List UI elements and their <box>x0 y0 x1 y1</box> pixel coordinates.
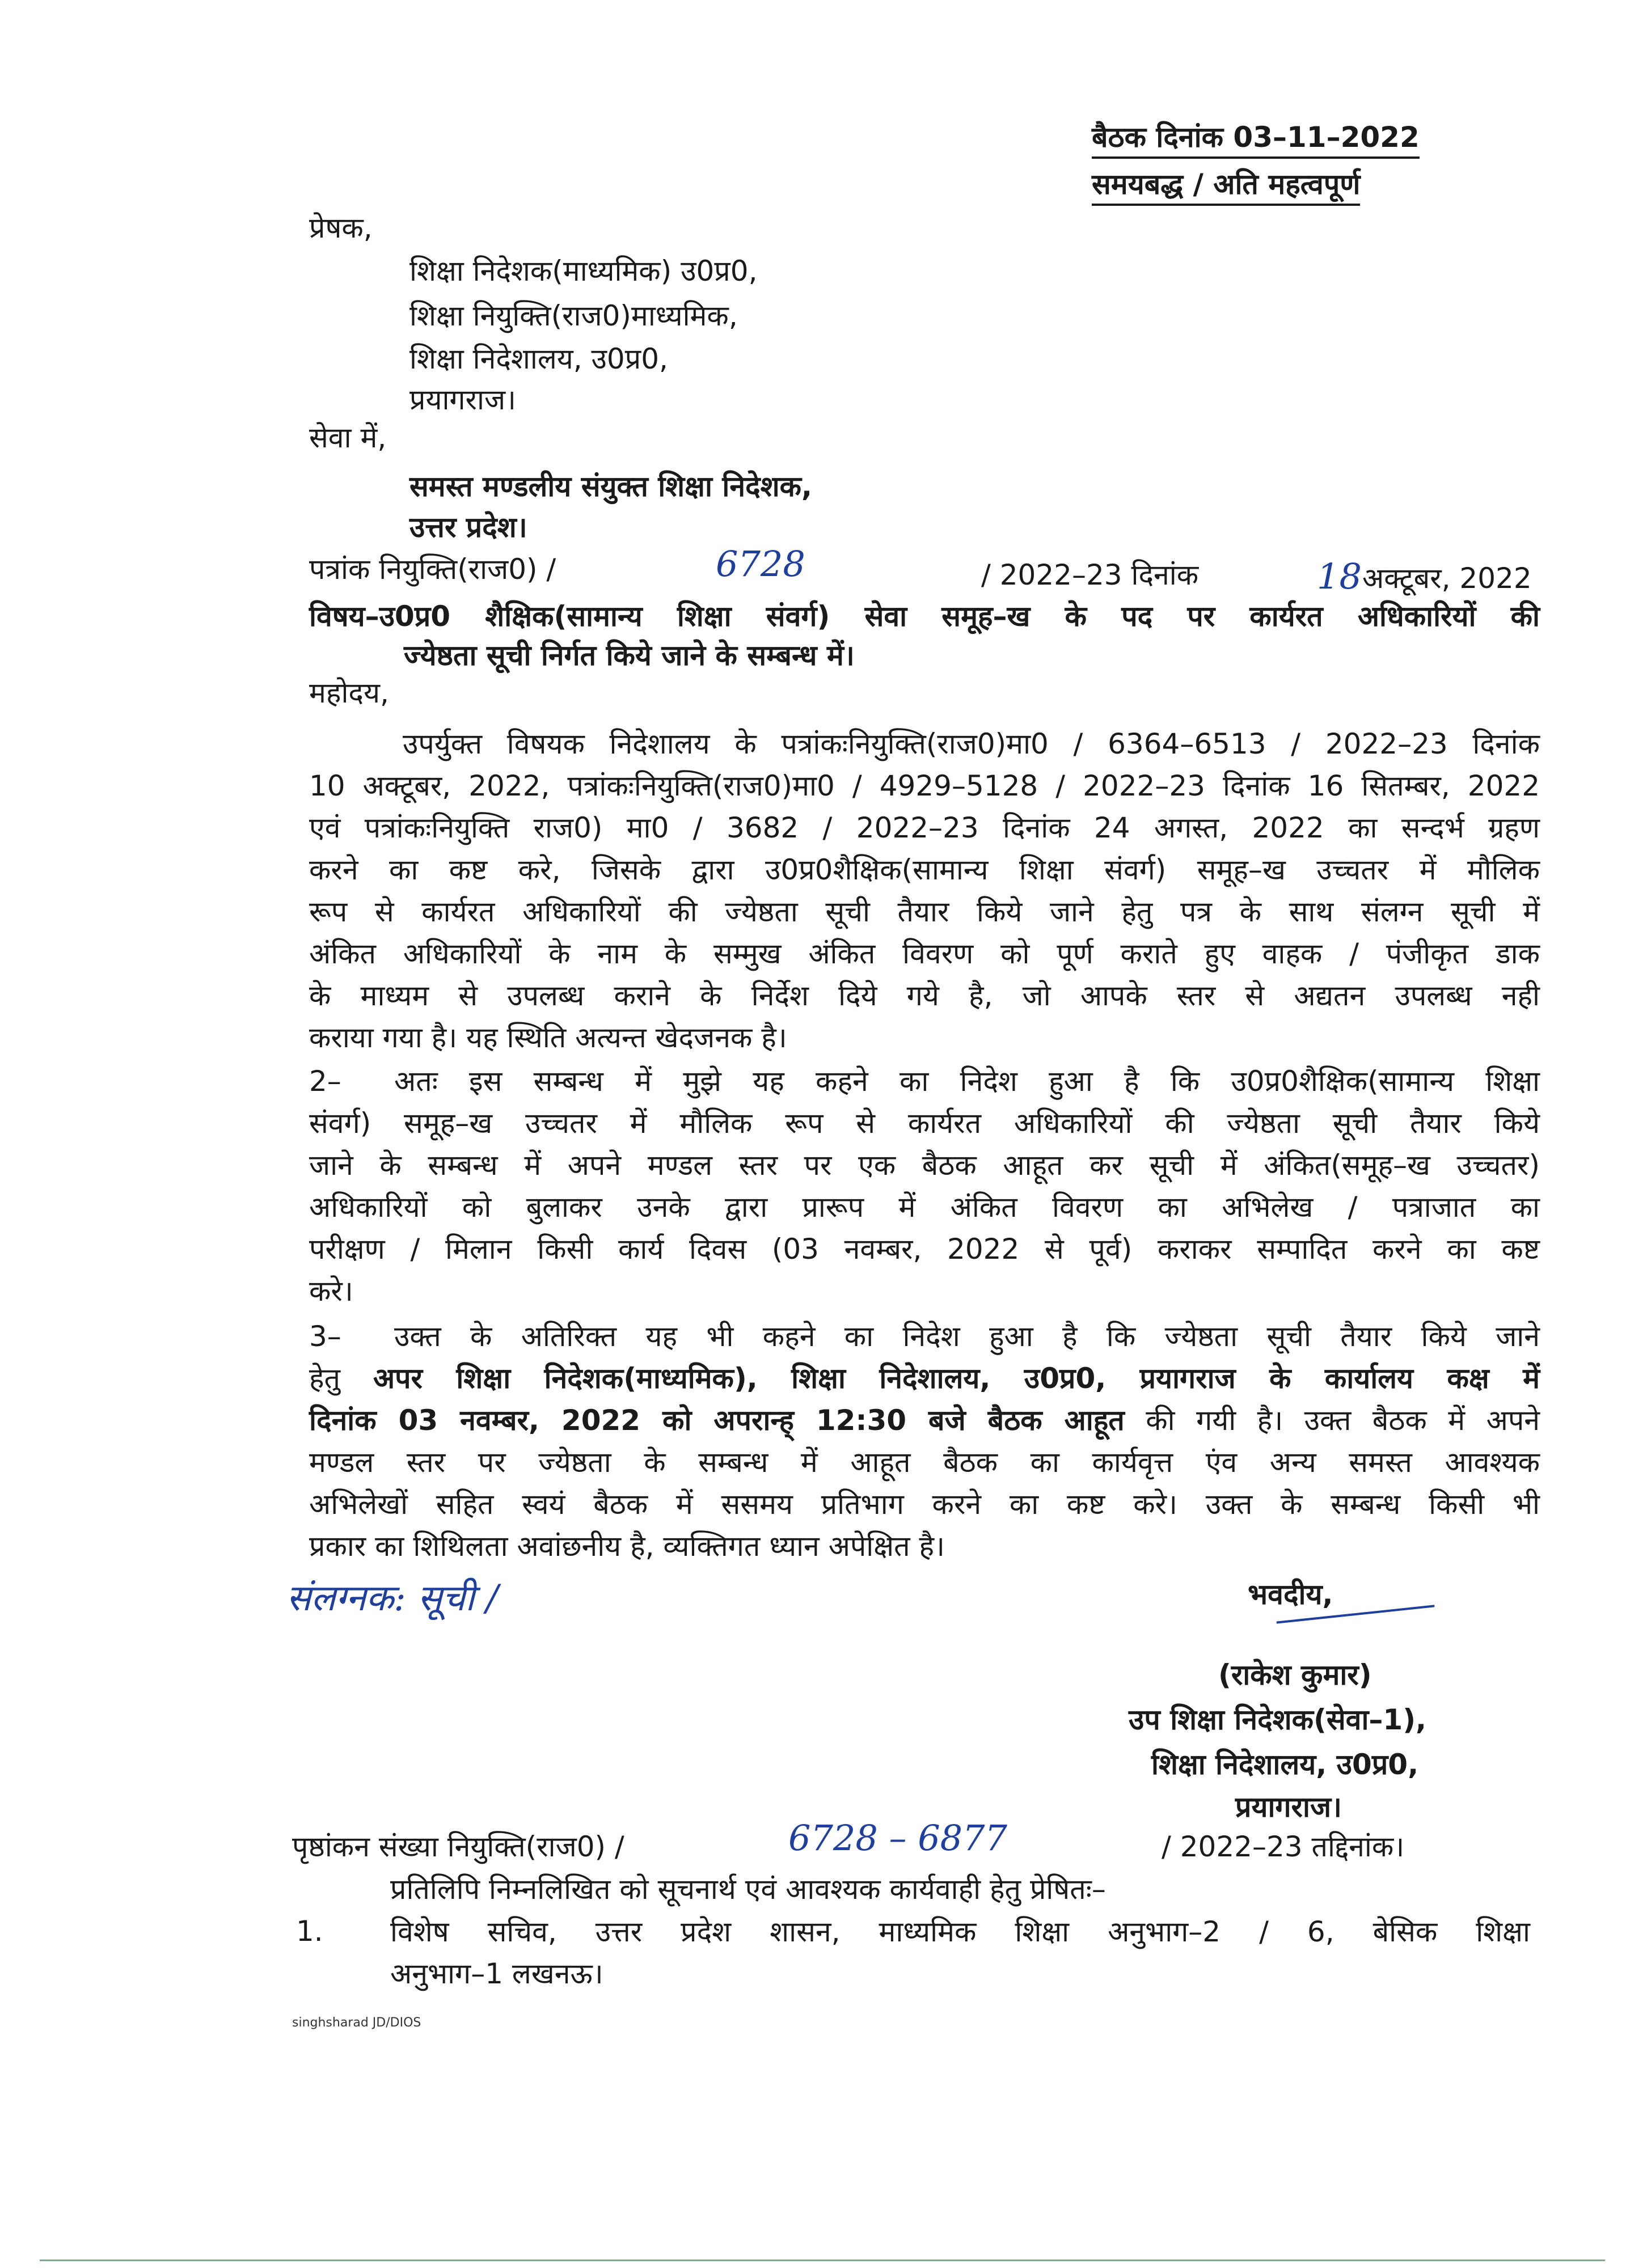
reference-prefix: पत्रांक नियुक्ति(राज0) / <box>309 553 556 586</box>
para-line: एवं पत्रांकःनियुक्ति राज0) मा0 / 3682 / 2022–23 दिनांक 24 अगस्त, 2022 का सन्दर्भ ग्रहण <box>309 811 1540 844</box>
subject-line: विषय–उ0प्र0 शैक्षिक(सामान्य शिक्षा संवर्ग) सेवा समूह–ख के पद पर कार्यरत अधिकारियों की <box>309 600 1540 633</box>
recipient-line: उत्तर प्रदेश। <box>409 511 527 544</box>
para-number: 3– <box>309 1320 341 1353</box>
para-line: संवर्ग) समूह–ख उच्चतर में मौलिक रूप से कार्यरत अधिकारियों की ज्येष्ठता सूची तैयार किये <box>309 1107 1540 1140</box>
signatory-designation: उप शिक्षा निदेशक(सेवा–1), <box>1129 1703 1427 1736</box>
para-line: अधिकारियों को बुलाकर उनके द्वारा प्रारूप में अंकित विवरण का अभिलेख / पत्राजात का <box>309 1191 1540 1224</box>
paragraph-3 <box>309 1315 1540 1567</box>
sender-line: प्रयागराज। <box>409 383 516 416</box>
salutation: महोदय, <box>309 676 389 709</box>
sender-line: शिक्षा निदेशक(माध्यमिक) उ0प्र0, <box>409 255 758 287</box>
paragraph-1 <box>309 723 1540 1059</box>
footer-note: singhsharad JD/DIOS <box>292 2016 421 2030</box>
signatory-office: शिक्षा निदेशालय, उ0प्र0, <box>1151 1748 1419 1781</box>
copy-item-line: विशेष सचिव, उत्तर प्रदेश शासन, माध्यमिक शिक्षा अनुभाग–2 / 6, बेसिक शिक्षा <box>390 1915 1530 1948</box>
endorsement-number: 6728 – 6877 <box>788 1817 1007 1859</box>
para-line: प्रकार का शिथिलता अवांछनीय है, व्यक्तिगत ध्यान अपेक्षित है। <box>309 1530 945 1563</box>
para-number: 2– <box>309 1065 341 1098</box>
reference-number: 6728 <box>716 543 805 585</box>
para-line: 2– अतः इस सम्बन्ध में मुझे यह कहने का निदेश हुआ है कि उ0प्र0शैक्षिक(सामान्य शिक्षा <box>309 1060 1540 1102</box>
para-line: 3– उक्त के अतिरिक्त यह भी कहने का निदेश हुआ है कि ज्येष्ठता सूची तैयार किये जाने <box>309 1315 1540 1357</box>
para-line: 10 अक्टूबर, 2022, पत्रांकःनियुक्ति(राज0)मा0 / 4929–5128 / 2022–23 दिनांक 16 सितम्बर, 2022 <box>309 769 1540 802</box>
subject-line: ज्येष्ठता सूची निर्गत किये जाने के सम्बन्ध में। <box>404 639 855 672</box>
reference-date: अक्टूबर, 2022 <box>1362 562 1532 595</box>
para-line: अंकित अधिकारियों के नाम के सम्मुख अंकित विवरण को पूर्ण कराते हुए वाहक / पंजीकृत डाक <box>309 937 1540 970</box>
para-line: करने का कष्ट करे, जिसके द्वारा उ0प्र0शैक्षिक(सामान्य शिक्षा संवर्ग) समूह–ख उच्चतर में मौलिक <box>309 853 1540 886</box>
copy-item-line: अनुभाग–1 लखनऊ। <box>390 1957 603 1990</box>
recipient-label: सेवा में, <box>309 421 387 454</box>
para-line: कराया गया है। यह स्थिति अत्यन्त खेदजनक है। <box>309 1021 787 1054</box>
para-line: परीक्षण / मिलान किसी कार्य दिवस (03 नवम्बर, 2022 से पूर्व) कराकर सम्पादित करने का कष्ट <box>309 1233 1540 1266</box>
meeting-date: बैठक दिनांक 03–11–2022 <box>1092 120 1420 159</box>
copy-item-number: 1. <box>296 1915 323 1948</box>
reference-day: 18 <box>1317 556 1362 597</box>
sender-line: शिक्षा निदेशालय, उ0प्र0, <box>409 342 668 375</box>
closing: भवदीय, <box>1248 1578 1333 1611</box>
para-line: दिनांक 03 नवम्बर, 2022 को अपरान्ह् 12:30 बजे बैठक आहूत की गयी है। उक्त बैठक में अपने <box>309 1404 1540 1437</box>
recipient-line: समस्त मण्डलीय संयुक्त शिक्षा निदेशक, <box>409 470 813 503</box>
para-line: मण्डल स्तर पर ज्येष्ठता के सम्बन्ध में आहूत बैठक का कार्यवृत्त एंव अन्य समस्त आवश्यक <box>309 1446 1540 1479</box>
para-line: जाने के सम्बन्ध में अपने मण्डल स्तर पर एक बैठक आहूत कर सूची में अंकित(समूह–ख उच्चतर) <box>309 1149 1540 1182</box>
endorsement-intro: प्रतिलिपि निम्नलिखित को सूचनार्थ एवं आवश्यक कार्यवाही हेतु प्रेषितः– <box>390 1873 1106 1906</box>
para-line: के माध्यम से उपलब्ध कराने के निर्देश दिये गये है, जो आपके स्तर से अद्यतन उपलब्ध नही <box>309 979 1540 1012</box>
page-edge-line <box>40 2259 1605 2261</box>
signatory-city: प्रयागराज। <box>1235 1791 1342 1823</box>
signatory-name: (राकेश कुमार) <box>1218 1658 1372 1691</box>
copy-item <box>390 1911 1530 1995</box>
paragraph-2 <box>309 1060 1540 1312</box>
reference-year: / 2022–23 दिनांक <box>981 558 1199 591</box>
endorsement-suffix: / 2022–23 तद्दिनांक। <box>1162 1830 1405 1863</box>
para-line: हेतु अपर शिक्षा निदेशक(माध्यमिक), शिक्षा निदेशालय, उ0प्र0, प्रयागराज के कार्यालय कक्ष में <box>309 1362 1540 1395</box>
subject <box>309 595 1540 637</box>
para-line: उपर्युक्त विषयक निदेशालय के पत्रांकःनियुक्ति(राज0)मा0 / 6364–6513 / 2022–23 दिनांक <box>403 727 1540 760</box>
endorsement-prefix: पृष्ठांकन संख्या नियुक्ति(राज0) / <box>292 1830 624 1863</box>
priority-label: समयबद्ध / अति महत्वपूर्ण <box>1092 167 1360 206</box>
sender-label: प्रेषक, <box>309 211 373 244</box>
para-line: अभिलेखों सहित स्वयं बैठक में ससमय प्रतिभाग करने का कष्ट करे। उक्त के सम्बन्ध किसी भी <box>309 1488 1540 1521</box>
sender-line: शिक्षा नियुक्ति(राज0)माध्यमिक, <box>409 299 738 332</box>
para-line: करे। <box>309 1275 353 1308</box>
para-line: रूप से कार्यरत अधिकारियों की ज्येष्ठता सूची तैयार किये जाने हेतु पत्र के साथ संलग्न सूची में <box>309 895 1540 928</box>
enclosure-note: संलग्नक: सूची / <box>286 1577 499 1619</box>
